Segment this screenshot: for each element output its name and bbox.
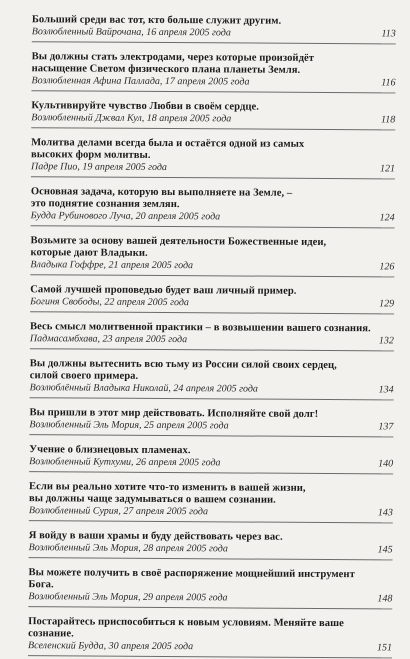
- entry-title: Вы пришли в этот мир действовать. Исполняйте свой долг!: [29, 407, 319, 420]
- entry-title: Вы должны стать электродами, через которые произойдёт насыщение Светом физического плана планеты Земля.: [31, 51, 315, 76]
- entry-title: Вы должны вытеснить всю тьму из России силой своих сердец, силой своего примера.: [29, 358, 337, 382]
- entry-divider: [28, 606, 392, 609]
- entry-title: Культивируйте чувство Любви в своём сердце.: [31, 100, 260, 113]
- entry-attribution: Падмасамбхава, 23 апреля 2005 года: [29, 333, 188, 346]
- entry-divider: [31, 90, 395, 93]
- entry-divider: [32, 41, 396, 44]
- toc-entry: [29, 530, 393, 556]
- toc-entry: [29, 481, 393, 519]
- toc-entry: [30, 284, 394, 310]
- entry-title: Возьмите за основу вашей деятельности Божественные идеи, которые дают Владыки.: [30, 235, 327, 259]
- entry-divider: [29, 434, 393, 437]
- entry-attribution: Падре Пио, 19 апреля 2005 года: [30, 161, 167, 174]
- entry-attribution: Богиня Свободы, 22 апреля 2005 года: [30, 296, 189, 309]
- entry-title: Весь смысл молитвенной практики – в возвышении вашего сознания.: [29, 321, 371, 335]
- entry-page-number: 151: [377, 642, 393, 654]
- entry-title: Если вы реально хотите что-то изменить в вашей жизни, вы должны чаще задумываться о вашем сознании.: [28, 481, 306, 506]
- entry-divider: [30, 311, 394, 314]
- entry-page-number: 134: [378, 384, 394, 396]
- entry-title: Постарайтесь приспособиться к новым условиям. Меняйте ваше сознание.: [28, 616, 344, 640]
- entry-divider: [29, 471, 393, 474]
- entry-page-number: 137: [378, 421, 394, 433]
- entry-title: Учение о близнецовых пламенах.: [29, 444, 191, 457]
- toc-entry: [31, 51, 395, 89]
- entry-attribution: Возлюблённый Владыка Николай, 24 апреля 2005 года: [29, 382, 258, 395]
- entry-page-number: 132: [378, 335, 394, 347]
- entry-attribution: Возлюбленный Эль Мория, 29 апреля 2005 года: [28, 591, 228, 604]
- entry-page-number: 140: [378, 458, 394, 470]
- entry-divider: [28, 655, 392, 658]
- entry-divider: [30, 397, 394, 400]
- toc-entry: [30, 235, 394, 273]
- entry-page-number: 116: [381, 77, 396, 89]
- entry-divider: [30, 274, 394, 277]
- entry-page-number: 124: [379, 212, 395, 224]
- entry-page-number: 113: [381, 28, 396, 40]
- entry-title: Самой лучшей проповедью будет ваш личный пример.: [30, 284, 297, 297]
- entry-attribution: Будда Рубинового Луча, 20 апреля 2005 года: [30, 210, 221, 223]
- entry-title: Молитва делами всегда была и остаётся одной из самых высоких форм молитвы.: [31, 137, 305, 161]
- entry-divider: [31, 176, 395, 179]
- entry-attribution: Владыка Гоффре, 21 апреля 2005 года: [30, 259, 194, 272]
- entry-attribution: Возлюбленный Джвал Кул, 18 апреля 2005 года: [31, 112, 232, 125]
- entry-divider: [31, 127, 395, 130]
- entry-attribution: Возлюбленный Вайрочана, 16 апреля 2005 года: [31, 26, 231, 39]
- entry-divider: [31, 225, 395, 228]
- toc-entry: [31, 137, 395, 175]
- toc-entry: [28, 616, 392, 654]
- entry-title: Больший среди вас тот, кто больше служит другим.: [31, 14, 282, 27]
- entry-attribution: Возлюбленный Кутхуми, 26 апреля 2005 года: [29, 456, 221, 469]
- entry-divider: [29, 557, 393, 560]
- toc-entry: [30, 321, 394, 347]
- entry-title: Я войду в ваши храмы и буду действовать через вас.: [28, 530, 283, 543]
- entry-page-number: 126: [379, 261, 395, 273]
- toc-entry: [31, 186, 395, 224]
- toc-entry: [28, 567, 392, 605]
- entry-attribution: Возлюбленный Эль Мория, 28 апреля 2005 года: [28, 542, 228, 555]
- entry-page-number: 143: [377, 507, 393, 519]
- entry-title: Вы можете получить в своё распоряжение мощнейший инструмент Бога.: [28, 567, 355, 591]
- entry-title: Основная задача, которую вы выполняете на Земле, – это поднятие сознания землян.: [30, 186, 293, 211]
- entry-page-number: 121: [379, 163, 396, 175]
- entry-page-number: 129: [379, 298, 395, 310]
- toc-entry: [29, 407, 393, 433]
- toc-entry: [29, 444, 393, 470]
- toc-entry: [31, 100, 395, 126]
- entry-attribution: Возлюбленный Сурия, 27 апреля 2005 года: [28, 505, 209, 518]
- toc-entry: [32, 14, 396, 40]
- entry-divider: [29, 520, 393, 523]
- entry-page-number: 148: [377, 593, 393, 605]
- entry-attribution: Возлюбленный Эль Мория, 25 апреля 2005 года: [29, 419, 229, 432]
- toc-entry: [30, 358, 394, 396]
- entry-page-number: 145: [377, 544, 393, 556]
- entry-page-number: 118: [380, 114, 396, 126]
- entry-divider: [30, 348, 394, 351]
- entry-attribution: Возлюбленная Афина Паллада, 17 апреля 2005 года: [31, 75, 250, 88]
- entry-attribution: Вселенский Будда, 30 апреля 2005 года: [28, 640, 194, 653]
